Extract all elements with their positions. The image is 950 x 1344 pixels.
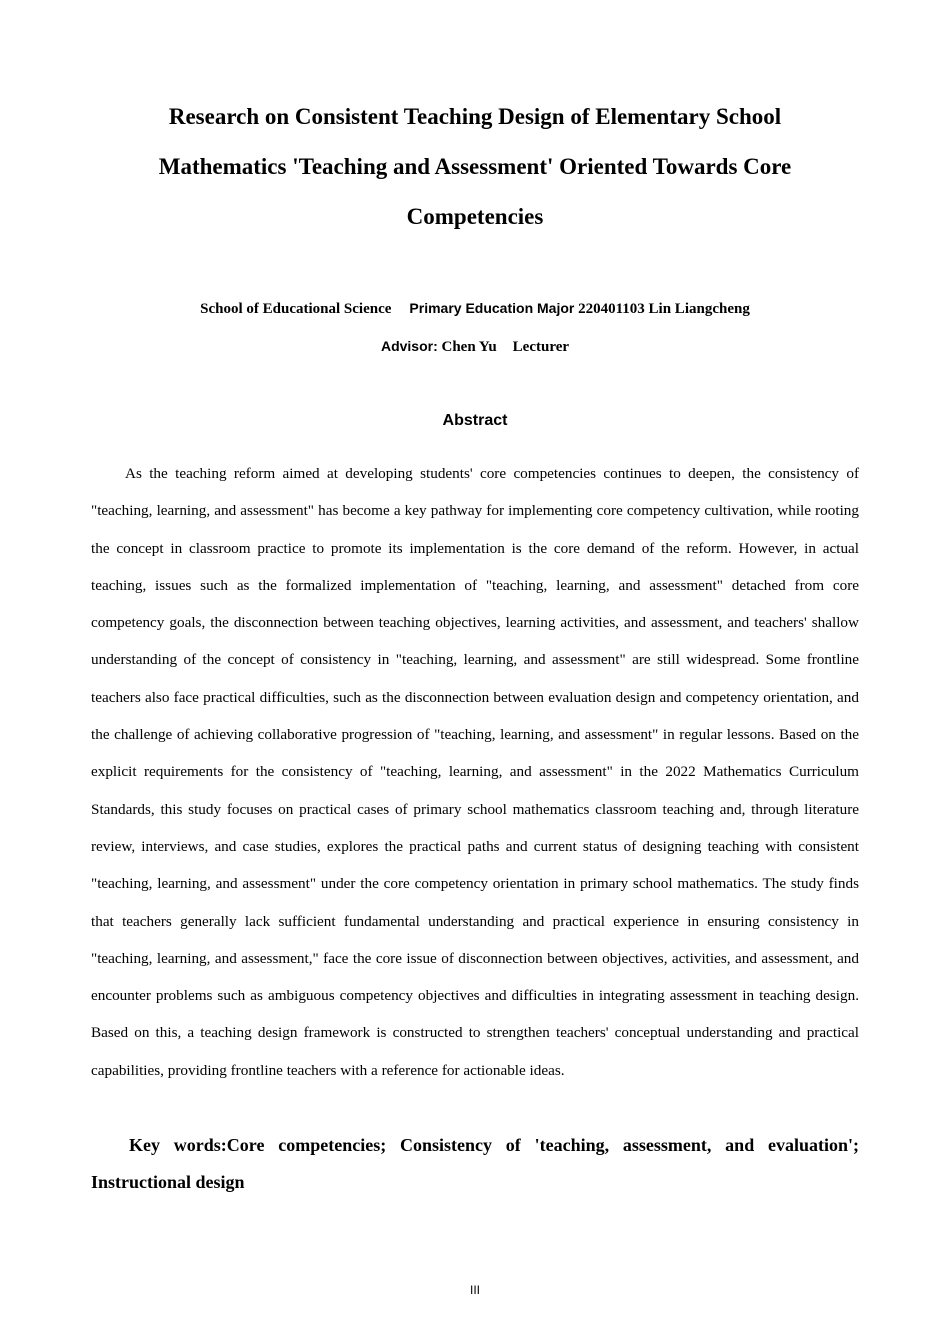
keywords-label: Key words: — [129, 1135, 227, 1155]
title-line: Mathematics 'Teaching and Assessment' Oriented Towards Core — [158, 154, 792, 179]
keywords — [91, 1127, 859, 1201]
thesis-title — [110, 92, 840, 242]
title-line: Research on Consistent Teaching Design of Elementary School — [168, 104, 782, 129]
abstract-heading: Abstract — [442, 412, 508, 429]
abstract-body: As the teaching reform aimed at developing students' core competencies continues to deepen, the consistency of "teaching, learning, and assessment" has become a key pathway for implementing core competency cultivation, while rooting the concept in classroom practice to promote its implementation is the core demand of the reform. However, in actual teaching, issues such as the formalized implementation of "teaching, learning, and assessment" detached from core competency goals, the disconnection between teaching objectives, learning activities, and assessment, and teachers' shallow understanding of the concept of consistency in "teaching, learning, and assessment" are still widespread. Some frontline teachers also face practical difficulties, such as the disconnection between evaluation design and competency orientation, and the challenge of achieving collaborative progression of "teaching, learning, and assessment" in regular lessons. Based on the explicit requirements for the consistency of "teaching, learning, and assessment" in the 2022 Mathematics Curriculum Standards, this study focuses on practical cases of primary school mathematics classroom teaching and, through literature review, interviews, and case studies, explores the practical paths and current status of designing teaching with consistent "teaching, learning, and assessment" under the core competency orientation in primary school mathematics. The study finds that teachers generally lack sufficient fundamental understanding and practical experience in ensuring consistency in "teaching, learning, and assessment," face the core issue of disconnection between objectives, activities, and assessment, and encounter problems such as ambiguous competency objectives and difficulties in integrating assessment in teaching design. Based on this, a teaching design framework is constructed to strengthen teachers' conceptual understanding and practical capabilities, providing frontline teachers with a reference for actionable ideas. — [91, 465, 859, 1079]
major-name: Primary Education Major — [409, 300, 575, 316]
title-line: Competencies — [406, 204, 544, 229]
advisor-label: Advisor: — [380, 338, 438, 354]
page-number: III — [469, 1283, 480, 1297]
school-name: School of Educational Science — [200, 301, 392, 317]
keywords-text: Core competencies; Consistency of 'teaching, assessment, and evaluation'; Instructional design — [91, 1135, 859, 1192]
author-line — [0, 298, 950, 319]
advisor-name: Chen Yu — [441, 339, 497, 355]
author-name: Lin Liangcheng — [648, 301, 750, 317]
advisor-title: Lecturer — [512, 339, 570, 355]
advisor-line — [0, 336, 950, 357]
student-id: 220401103 — [578, 301, 645, 317]
